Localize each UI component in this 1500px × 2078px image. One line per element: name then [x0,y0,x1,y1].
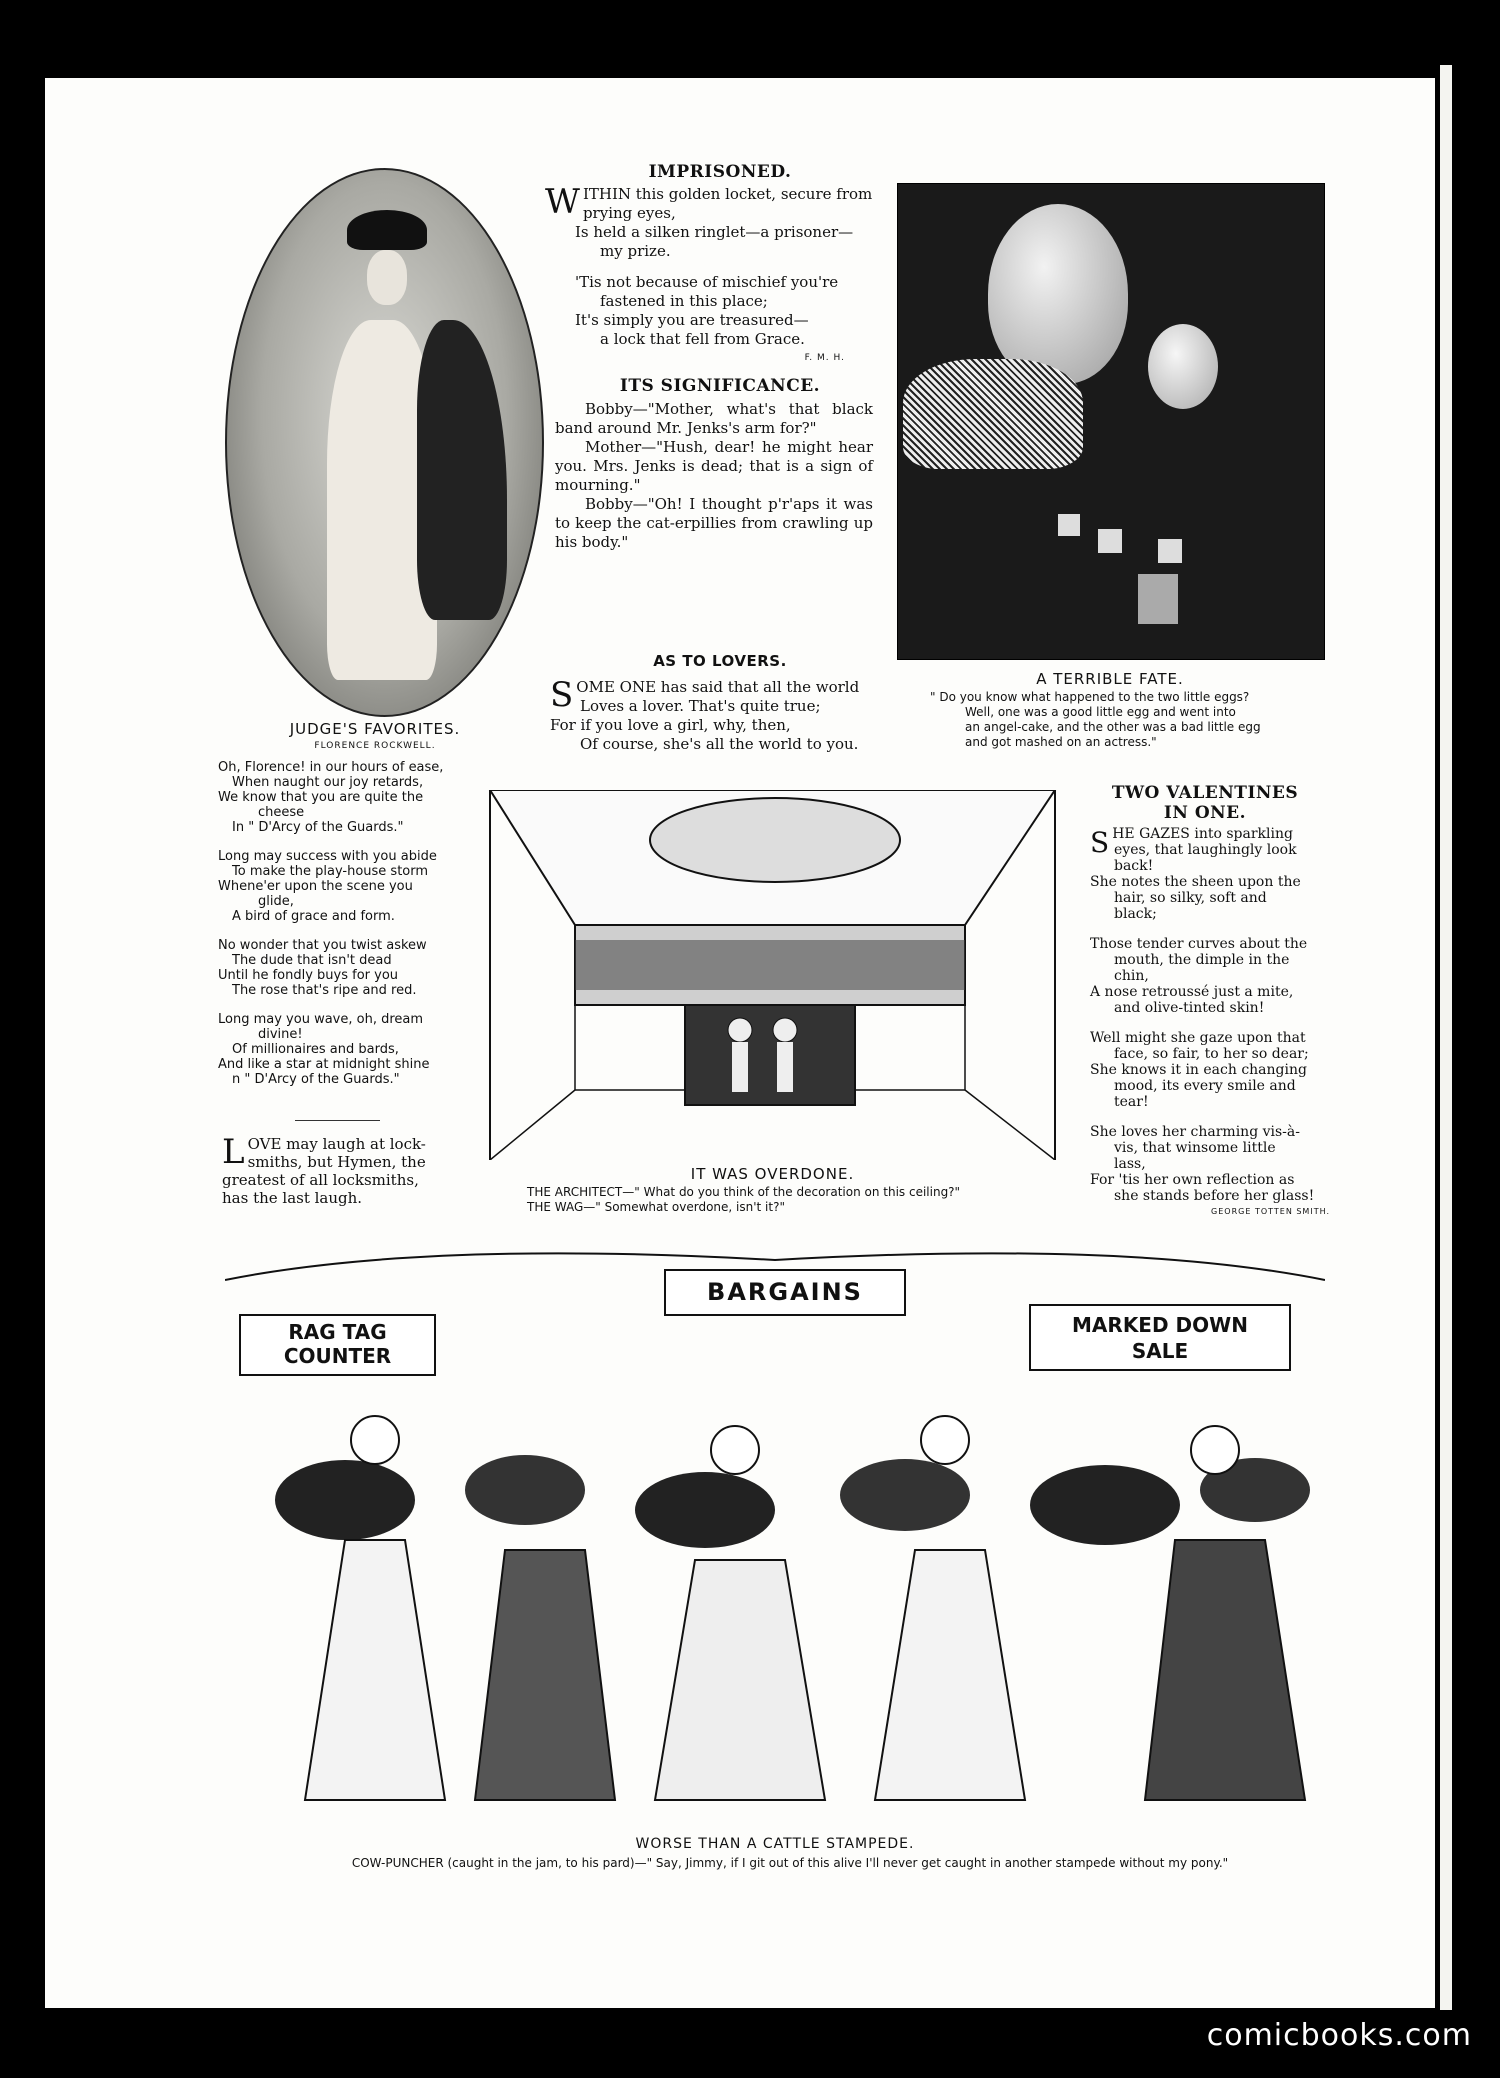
watermark: comicbooks.com [1206,2018,1472,2053]
valentines-stanza-4: She loves her charming vis-à- vis, that winsome little lass, For 'tis her own reflection as she stands before her glass! [1090,1124,1315,1204]
stampede-title: WORSE THAN A CATTLE STAMPEDE. [635,1836,915,1852]
sign-rag-tag: RAG TAG COUNTER [283,1320,392,1368]
eggs-photo [897,183,1325,660]
favorites-poem [218,760,458,1101]
portrait-photo [225,168,544,717]
sign-marked-down: MARKED DOWN SALE [1072,1313,1248,1363]
page-edge [1440,65,1452,2010]
imprisoned-dropcap: W [545,182,580,222]
significance-title: ITS SIGNIFICANCE. [619,376,821,396]
valentines-stanza-1: S HE GAZES into sparkling eyes, that laughingly look back! She notes the sheen upon the hair, so silky, soft and black; [1090,826,1301,922]
valentines-title: TWO VALENTINES IN ONE. [1111,783,1299,823]
overdone-title: IT WAS OVERDONE. [690,1165,855,1183]
favorites-stanza-1: Oh, Florence! in our hours of ease, When naught our joy retards, We know that you are quite the cheese In " D'Arcy of the Guards." [218,760,444,835]
favorites-stanza-4: Long may you wave, oh, dream divine! Of millionaires and bards, And like a star at midnight shine n " D'Arcy of the Guards." [218,1012,430,1087]
significance-text: Bobby—"Mother, what's that black band around Mr. Jenks's arm for?" Mother—"Hush, dear! he might hear you. Mrs. Jenks is dead; that is a sign of mourning." Bobby—"Oh! I thought p'r'aps it was to keep the cat-erpillies from crawling up his body." [555,400,873,551]
stampede-caption: COW-PUNCHER (caught in the jam, to his pard)—" Say, Jimmy, if I git out of this alive I'll never get caught in another stampede without my pony." [351,1856,1229,1870]
valentines-stanza-3: Well might she gaze upon that face, so fair, to her so dear; She knows it in each changing mood, its every smile and tear! [1090,1030,1309,1110]
lovers-poem: S OME ONE has said that all the world Loves a lover. That's quite true; For if you love a girl, why, then, Of course, she's all the world to you. [550,675,860,753]
favorites-stanza-2: Long may success with you abide To make the play-house storm Whene'er upon the scene you glide, A bird of grace and form. [218,849,437,924]
ceiling-drawing [485,790,1060,1160]
favorites-stanza-3: No wonder that you twist askew The dude that isn't dead Until he fondly buys for you The rose that's ripe and red. [218,938,427,998]
imprisoned-title: IMPRISONED. [648,162,792,182]
ceiling-illustration [485,790,1060,1160]
valentines-signature: GEORGE TOTTEN SMITH. [1211,1207,1330,1216]
terrible-fate-text: " Do you know what happened to the two little eggs? Well, one was a good little egg and went into an angel-cake, and the other was a bad little egg and got mashed on an actress." [930,690,1261,749]
favorites-title: JUDGE'S FAVORITES. [289,720,461,738]
valentines-poem [1090,826,1330,1220]
sign-bargains: BARGAINS [707,1278,863,1306]
terrible-fate-title: A TERRIBLE FATE. [1036,670,1184,688]
love-paragraph: L OVE may laugh at lock- smiths, but Hymen, the greatest of all locksmiths, has the last laugh. [222,1132,426,1207]
divider [295,1120,380,1121]
favorites-subtitle: FLORENCE ROCKWELL. [314,741,436,751]
stampede-illustration [225,1240,1325,1810]
lovers-title: AS TO LOVERS. [653,652,787,670]
imprisoned-poem: W ITHIN this golden locket, secure from prying eyes, Is held a silken ringlet—a prisoner— my prize. 'Tis not because of mischief you're fastened in this place; It's simply you are treasured— a lock that fell from Grace. F. M. H. [545,185,875,368]
valentines-stanza-2: Those tender curves about the mouth, the dimple in the chin, A nose retroussé just a mite, and olive-tinted skin! [1090,936,1308,1016]
overdone-caption: THE ARCHITECT—" What do you think of the decoration on this ceiling?" THE WAG—" Somewhat overdone, isn't it?" [527,1185,961,1214]
imprisoned-signature: F. M. H. [804,353,845,363]
